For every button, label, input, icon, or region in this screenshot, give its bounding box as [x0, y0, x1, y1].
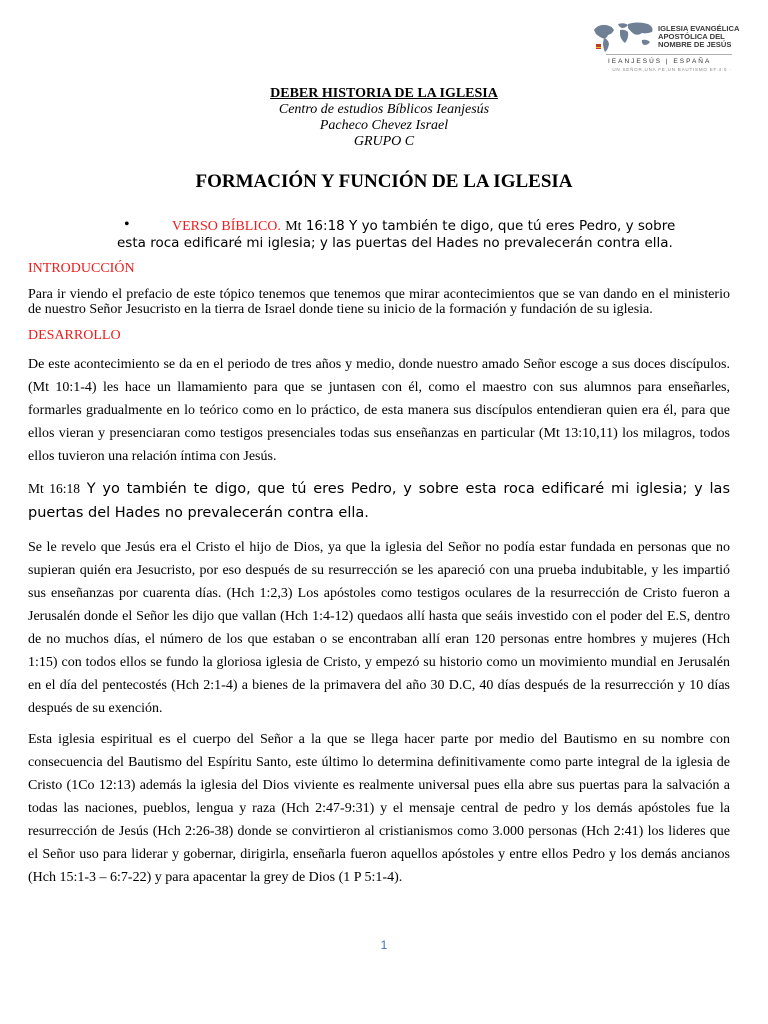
bullet-icon: •	[124, 216, 130, 233]
assignment-title: DEBER HISTORIA DE LA IGLESIA	[270, 86, 498, 101]
verse-text-1: 16:18 Y yo también te digo, que tú eres Pedro, y sobre	[301, 218, 676, 234]
author-name: Pacheco Chevez Israel	[319, 118, 449, 133]
page-number: 1	[380, 938, 388, 952]
paragraph-revelation: Se le revelo que Jesús era el Cristo el hijo de Dios, ya que la iglesia del Señor no podía estar fundada en personas que no supieran quién era Jesucristo, por eso después de su resurrección se les apareció con una prueba indubitable, y les impartió sus enseñanzas por cuarenta días. (Hch 1:2,3) Los apóstoles como testigos oculares de la resurrección de Cristo fueron a Jerusalén donde el Señor les dijo que vallan (Hch 1:4-12) quedaos allí hasta que seáis investido con el poder del E.S, dentro de no muchos días, el número de los que estaban o se encontraban allí eran 120 personas entre hombres y mujeres (Hch 1:15) con todos ellos se fundo la gloriosa iglesia de Cristo, y empezó su historio como un movimiento mundial en Jerusalén en el día del pentecostés (Hch 2:1-4) a bienes de la primavera del año 30 D.C, 40 días después de la resurrección y 10 días después de su exención.	[28, 540, 730, 716]
section-heading-introduccion: INTRODUCCIÓN	[28, 261, 135, 276]
institution-name: Centro de estudios Bíblicos Ieanjesús	[278, 102, 490, 117]
section-heading-desarrollo: DESARROLLO	[28, 328, 121, 343]
world-map-icon	[592, 18, 658, 58]
verse-line-2: esta roca edificaré mi iglesia; y las puertas del Hades no prevalecerán contra ella.	[117, 235, 673, 251]
verse-ref: Mt	[285, 219, 302, 234]
church-logo	[592, 18, 742, 74]
development-paragraph: De este acontecimiento se da en el periodo de tres años y medio, donde nuestro amado Señor escoge a sus doces discípulos. (Mt 10:1-4) les hace un llamamiento para que se juntasen con él, como el maestro con sus alumnos para enseñarles, formarles gradualmente en lo teórico como en lo práctico, de esta manera sus discípulos entendieran quien era él, para que ellos vieran y presenciaran como testigos presenciales todas sus enseñanzas en particular (Mt 13:10,11) los milagros, todos ellos tuvieron una relación íntima con Jesús.	[28, 357, 730, 464]
group-label: GRUPO C	[353, 134, 415, 149]
verse-label: VERSO BÍBLICO.	[172, 219, 281, 234]
logo-subtitle: IEANJESÚS | ESPAÑA	[608, 58, 712, 65]
verse-quote-paragraph	[28, 477, 730, 525]
intro-paragraph: Para ir viendo el prefacio de este tópico tenemos que tenemos que mirar acontecimientos que se van dando en el ministerio de nuestro Señor Jesucristo en la tierra de Israel donde tiene su inicio de la formación y fundación de su iglesia.	[28, 287, 730, 317]
paragraph-spiritual-church: Esta iglesia espiritual es el cuerpo del Señor a la que se llega hacer parte por medio del Bautismo en su nombre con consecuencia del Bautismo del Espíritu Santo, este último lo determina definitivamente como parte integral de la iglesia de Cristo (1Co 12:13) además la iglesia del Dios viviente es realmente universal pues ella abre sus puertas para la salvación a todas las naciones, pueblos, lengua y raza (Hch 2:47-9:31) y el mensaje central de pedro y los demás apóstoles fue la resurrección de Jesús (Hch 2:26-38) donde se convirtieron al cristianismos como 3.000 personas (Hch 2:41) los lideres que el Señor uso para liderar y gobernar, dirigirla, enseñarla fueron aquellos apóstoles y entre ellos Pedro y los demás ancianos (Hch 15:1-3 – 6:7-22) y para apacentar la grey de Dios (1 P 5:1-4).	[28, 732, 730, 885]
page-title: FORMACIÓN Y FUNCIÓN DE LA IGLESIA	[195, 171, 573, 192]
logo-org-name: IGLESIA EVANGÉLICA APOSTÓLICA DEL NOMBRE DE JESÚS	[658, 24, 740, 49]
quote-ref: Mt 16:18	[28, 481, 81, 496]
verse-line-1	[172, 218, 675, 235]
document-header	[0, 86, 768, 150]
logo-tagline: · UN SEÑOR,UNA FE,UN BAUTISMO EF.4:5 ·	[608, 67, 732, 72]
logo-divider	[606, 54, 732, 55]
quote-text: Y yo también te digo, que tú eres Pedro, y sobre esta roca edificaré mi iglesia; y las puertas del Hades no prevalecerán contra ella.	[28, 481, 730, 521]
